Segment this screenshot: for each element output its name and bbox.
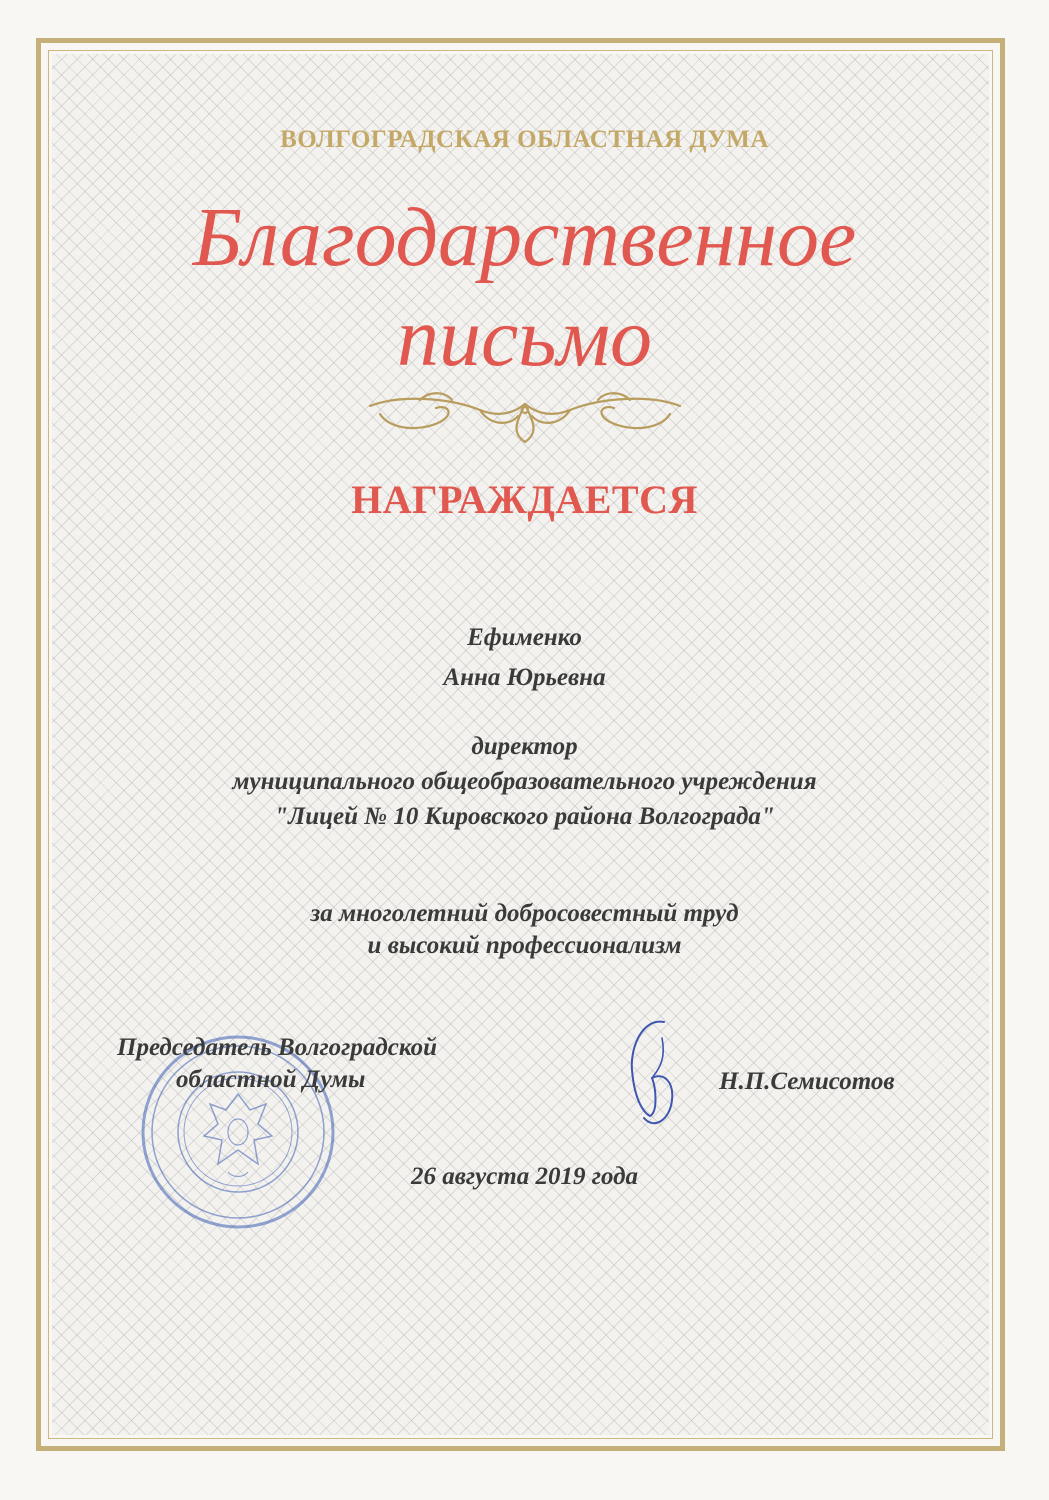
- position-line-2: муниципального общеобразовательного учреждения: [232, 768, 817, 795]
- issuer-name: ВОЛГОГРАДСКАЯ ОБЛАСТНАЯ ДУМА: [280, 126, 769, 153]
- position-line-3: "Лицей № 10 Кировского района Волгограда": [274, 803, 775, 830]
- reason-line-2: и высокий профессионализм: [367, 932, 682, 959]
- official-stamp: [138, 1032, 338, 1232]
- issue-date: 26 августа 2019 года: [410, 1163, 639, 1190]
- handwritten-signature: [612, 1008, 692, 1148]
- signer-title-line-1: Председатель Волгоградской: [117, 1034, 438, 1061]
- ornament-flourish: [360, 386, 690, 448]
- signer-name: Н.П.Семисотов: [719, 1068, 895, 1095]
- awarded-heading: НАГРАЖДАЕТСЯ: [351, 477, 698, 522]
- title-line-2: письмо: [396, 291, 653, 384]
- reason-line-1: за многолетний добросовестный труд: [310, 900, 739, 927]
- recipient-given-names: Анна Юрьевна: [443, 664, 606, 691]
- position-line-1: директор: [471, 733, 578, 760]
- signer-title-line-2: областной Думы: [176, 1066, 366, 1093]
- recipient-surname: Ефименко: [467, 624, 582, 651]
- title-line-1: Благодарственное: [192, 191, 857, 284]
